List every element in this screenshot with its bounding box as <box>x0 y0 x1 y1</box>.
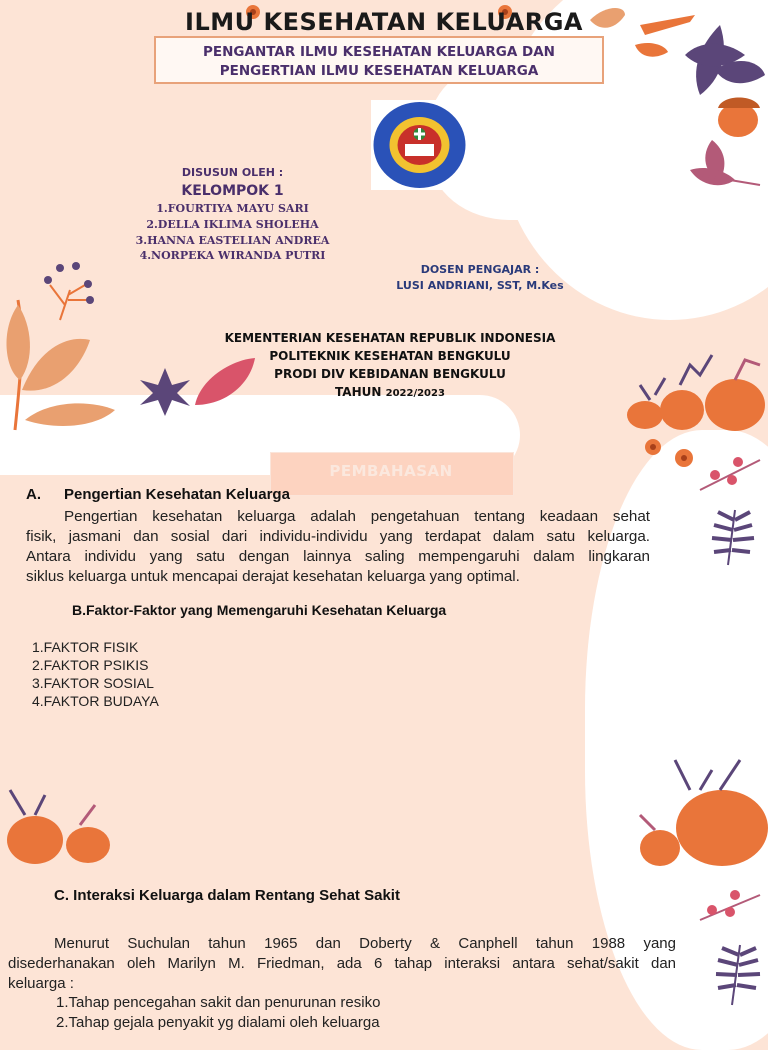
leaf-mauve-icon <box>690 140 760 185</box>
pumpkin-group-icon <box>640 760 768 866</box>
berry-branch-icon <box>700 457 760 490</box>
group-name: KELOMPOK 1 <box>181 183 284 199</box>
section-a-heading <box>26 486 290 503</box>
year-line <box>140 385 640 399</box>
fern-icon <box>716 945 760 1005</box>
year-label: TAHUN <box>335 385 386 399</box>
paragraph-line: siklus keluarga untuk mencapai derajat kesehatan keluarga yang optimal. <box>26 568 520 585</box>
paragraph-line: Menurut Suchulan tahun 1965 dan Doberty & Canphell tahun 1988 yang <box>54 935 676 952</box>
poltekkes-logo <box>371 100 468 190</box>
berry-branch-icon <box>44 262 94 320</box>
acorn-icon <box>718 98 760 138</box>
subtitle-box <box>154 36 604 84</box>
paragraph-line: keluarga : <box>8 975 74 992</box>
dosen-name: LUSI ANDRIANI, SST, M.Kes <box>396 279 564 292</box>
institution-line: POLITEKNIK KESEHATAN BENGKULU <box>269 349 511 363</box>
flower-icon <box>645 439 693 467</box>
pembahasan-heading: PEMBAHASAN <box>329 462 453 480</box>
factor-item: 3.FAKTOR SOSIAL <box>32 675 154 691</box>
year-value: 2022/2023 <box>385 388 445 399</box>
member-name: 1.FOURTIYA MAYU SARI <box>156 202 309 215</box>
dosen-label: DOSEN PENGAJAR : <box>420 263 540 276</box>
paragraph-line: Antara individu yang satu dengan lainnya saling mempengaruhi dalam lingkaran <box>26 548 650 565</box>
paragraph-line: fisik, jasmani dan sosial dari individu-individu yang terdapat dalam satu keluarga. <box>26 528 650 545</box>
factor-item: 1.FAKTOR FISIK <box>32 639 139 655</box>
paragraph-line: Pengertian kesehatan keluarga adalah pengetahuan tentang keadaan sehat <box>64 508 650 525</box>
pumpkin-group-icon <box>627 355 765 431</box>
institution-line: KEMENTERIAN KESEHATAN REPUBLIK INDONESIA <box>224 331 556 345</box>
step-item: 2.Tahap gejala penyakit yg dialami oleh keluarga <box>56 1014 380 1031</box>
main-title: ILMU KESEHATAN KELUARGA <box>185 8 583 36</box>
pumpkin-group-icon <box>7 790 110 864</box>
fern-icon <box>712 510 754 565</box>
factor-item: 4.FAKTOR BUDAYA <box>32 693 159 709</box>
section-c-heading: C. Interaksi Keluarga dalam Rentang Sehat Sakit <box>54 887 400 904</box>
step-item: 1.Tahap pencegahan sakit dan penurunan resiko <box>56 994 381 1011</box>
section-a-letter: A. <box>26 486 41 503</box>
section-a-title: Pengertian Kesehatan Keluarga <box>64 486 290 503</box>
section-b-heading: B.Faktor-Faktor yang Memengaruhi Kesehatan Keluarga <box>72 602 447 618</box>
subtitle-line: PENGANTAR ILMU KESEHATAN KELUARGA DAN <box>203 44 555 60</box>
member-name: 4.NORPEKA WIRANDA PUTRI <box>139 249 326 262</box>
paragraph-line: disederhanakan oleh Marilyn M. Friedman, ada 6 tahap interaksi antara sehat/sakit dan <box>8 955 676 972</box>
disusun-label: DISUSUN OLEH : <box>181 166 284 179</box>
member-name: 3.HANNA EASTELIAN ANDREA <box>135 234 330 247</box>
institution-line: PRODI DIV KEBIDANAN BENGKULU <box>274 367 506 381</box>
member-name: 2.DELLA IKLIMA SHOLEHA <box>146 218 319 231</box>
subtitle-line: PENGERTIAN ILMU KESEHATAN KELUARGA <box>219 63 539 79</box>
berry-branch-icon <box>700 890 760 920</box>
factor-item: 2.FAKTOR PSIKIS <box>32 657 149 673</box>
